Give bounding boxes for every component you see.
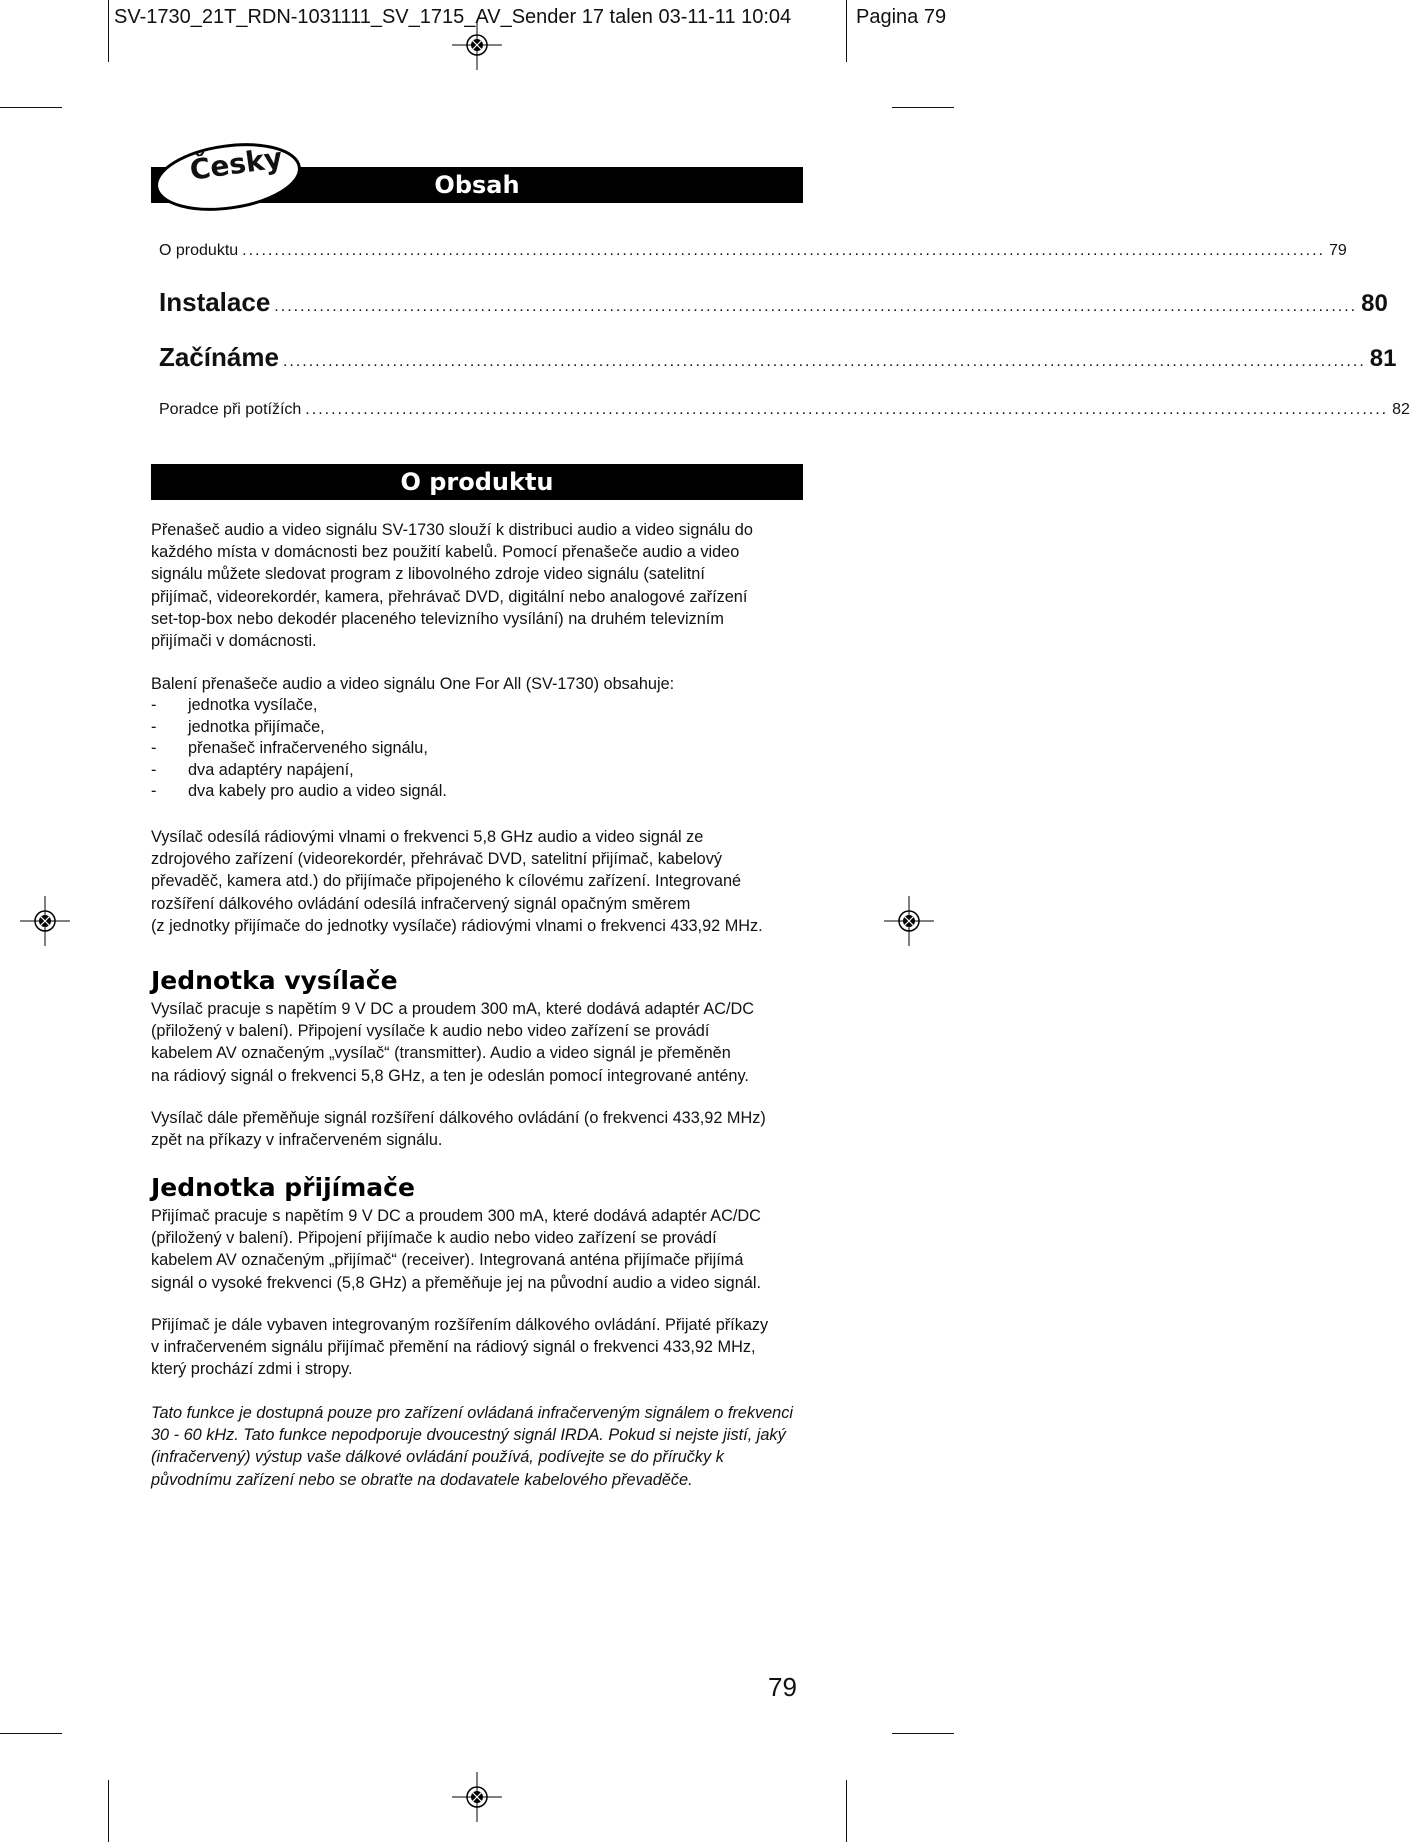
list-marker: - — [151, 717, 157, 736]
list-item-text: přenašeč infračerveného signálu, — [188, 739, 428, 757]
crop-line — [0, 1733, 62, 1734]
text-line: v infračerveném signálu přijímač přemění na rádiový signál o frekvenci 433,92 MHz, — [151, 1338, 756, 1357]
text-line: Přenašeč audio a video signálu SV-1730 slouží k distribuci audio a video signálu do — [151, 521, 753, 539]
crop-line — [0, 107, 62, 108]
list-item-text: jednotka přijímače, — [188, 717, 325, 736]
text-line: přijímači v domácnosti. — [151, 632, 317, 651]
text-line: zdrojového zařízení (videorekordér, přehrávač DVD, satelitní přijímač, kabelový — [151, 850, 723, 869]
slug-page-label: Pagina 79 — [856, 6, 947, 28]
crop-line — [892, 107, 954, 108]
text-line: (z jednotky přijímače do jednotky vysílače) rádiovými vlnami o frekvenci 433,92 MHz. — [151, 916, 763, 935]
list-item — [151, 760, 811, 782]
receiver-heading: Jednotka přijímače — [151, 1173, 415, 1202]
toc-entry[interactable] — [159, 287, 1388, 318]
text-line: kabelem AV označeným „vysílač“ (transmitter). Audio a video signál je přeměněn — [151, 1044, 731, 1063]
list-item — [151, 717, 811, 739]
crop-line — [846, 1780, 847, 1842]
package-intro — [151, 673, 811, 695]
text-line: signál o vysoké frekvenci (5,8 GHz) a přeměňuje jej na původní audio a video signál. — [151, 1273, 761, 1292]
receiver-paragraph-2 — [151, 1314, 811, 1381]
section-header-band — [151, 464, 803, 500]
text-line: přijímač, videorekordér, kamera, přehrávač DVD, digitální nebo analogové zařízení — [151, 587, 748, 606]
toc-leader-dots: ........................................................................................................................................................................ — [274, 298, 1358, 315]
toc-entry-page: 81 — [1369, 345, 1397, 372]
text-line: Vysílač dále přeměňuje signál rozšíření dálkového ovládání (o frekvenci 433,92 MHz) — [151, 1109, 766, 1127]
toc-entry-page: 79 — [1328, 242, 1347, 259]
text-line: rozšíření dálkového ovládání odesílá infračervený signál opačným směrem — [151, 894, 691, 913]
crop-line — [108, 1780, 109, 1842]
toc-entry-page: 82 — [1392, 401, 1410, 418]
text-line: na rádiový signál o frekvenci 5,8 GHz, a ten je odeslán pomocí integrované antény. — [151, 1066, 749, 1085]
transmitter-paragraph-2 — [151, 1107, 811, 1151]
toc-entry[interactable] — [159, 401, 1410, 419]
toc-entry-page: 80 — [1361, 290, 1388, 317]
toc-entry-label: Instalace — [159, 287, 271, 317]
package-list — [151, 695, 811, 803]
text-line: (přiložený v balení). Připojení přijímače k audio nebo video zařízení se provádí — [151, 1229, 717, 1248]
print-slug — [108, 0, 954, 36]
list-item-text: jednotka vysílače, — [188, 696, 318, 714]
text-line: zpět na příkazy v infračerveném signálu. — [151, 1131, 443, 1150]
crop-line — [846, 0, 847, 62]
registration-mark-icon — [884, 896, 934, 946]
intro-paragraph — [151, 519, 811, 652]
crop-line — [892, 1733, 954, 1734]
toc-entry-label: Začínáme — [159, 342, 279, 372]
text-line: Přijímač pracuje s napětím 9 V DC a proudem 300 mA, které dodává adaptér AC/DC — [151, 1207, 761, 1225]
list-marker: - — [151, 696, 157, 714]
list-item-text: dva adaptéry napájení, — [188, 760, 354, 779]
registration-mark-icon — [20, 896, 70, 946]
list-item — [151, 738, 811, 760]
toc-leader-dots: ........................................................................................................................................................................ — [242, 242, 1325, 259]
slug-filename: SV-1730_21T_RDN-1031111_SV_1715_AV_Sender 17 talen 03-11-11 10:04 — [114, 6, 792, 28]
list-marker: - — [151, 739, 157, 757]
list-marker: - — [151, 782, 157, 800]
text-line: Balení přenašeče audio a video signálu One For All (SV-1730) obsahuje: — [151, 675, 675, 693]
receiver-note — [151, 1402, 811, 1491]
language-badge-label: Česky — [187, 141, 285, 187]
text-line: (infračervený) výstup vaše dálkové ovládání používá, podívejte se do příručky k — [151, 1448, 724, 1467]
list-item — [151, 781, 811, 803]
receiver-paragraph-1 — [151, 1205, 811, 1294]
toc-entry-label: Poradce při potížích — [159, 401, 302, 418]
toc-title: Obsah — [434, 171, 520, 199]
text-line: Přijímač je dále vybaven integrovaným rozšířením dálkového ovládání. Přijaté příkazy — [151, 1316, 769, 1334]
list-item — [151, 695, 811, 717]
transmitter-paragraph-1 — [151, 998, 811, 1087]
toc-leader-dots: ........................................................................................................................................................................ — [282, 353, 1366, 370]
text-line: původnímu zařízení nebo se obraťte na dodavatele kabelového převaděče. — [151, 1470, 693, 1489]
registration-mark-icon — [452, 1772, 502, 1822]
toc-leader-dots: ........................................................................................................................................................................ — [305, 401, 1389, 418]
toc-entry[interactable] — [159, 342, 1397, 373]
text-line: kabelem AV označeným „přijímač“ (receiver). Integrovaná anténa přijímače přijímá — [151, 1251, 744, 1270]
toc-entry[interactable] — [159, 242, 1347, 260]
text-line: Tato funkce je dostupná pouze pro zařízení ovládaná infračerveným signálem o frekvenci — [151, 1404, 793, 1422]
text-line: Vysílač pracuje s napětím 9 V DC a proudem 300 mA, které dodává adaptér AC/DC — [151, 1000, 755, 1018]
text-line: převaděč, kamera atd.) do přijímače připojeného k cílovému zařízení. Integrované — [151, 872, 742, 891]
transmitter-heading: Jednotka vysílače — [151, 966, 398, 995]
page-number: 79 — [768, 1672, 797, 1702]
crop-line — [108, 0, 109, 62]
text-line: set-top-box nebo dekodér placeného televizního vysílání) na druhém televizním — [151, 609, 724, 628]
text-line: signálu můžete sledovat program z libovolného zdroje video signálu (satelitní — [151, 565, 705, 584]
section-title: O produktu — [400, 468, 554, 496]
text-line: Vysílač odesílá rádiovými vlnami o frekvenci 5,8 GHz audio a video signál ze — [151, 828, 704, 846]
toc-entry-label: O produktu — [159, 242, 239, 259]
text-line: 30 - 60 kHz. Tato funkce nepodporuje dvoucestný signál IRDA. Pokud si nejste jistí, jaký — [151, 1426, 786, 1445]
text-line: který prochází zdmi i stropy. — [151, 1360, 353, 1379]
registration-mark-icon — [452, 20, 502, 70]
text-line: (přiložený v balení). Připojení vysílače k audio nebo video zařízení se provádí — [151, 1022, 710, 1041]
transmit-paragraph — [151, 826, 811, 937]
list-item-text: dva kabely pro audio a video signál. — [188, 782, 447, 800]
text-line: každého místa v domácnosti bez použití kabelů. Pomocí přenašeče audio a video — [151, 543, 740, 562]
list-marker: - — [151, 760, 157, 779]
